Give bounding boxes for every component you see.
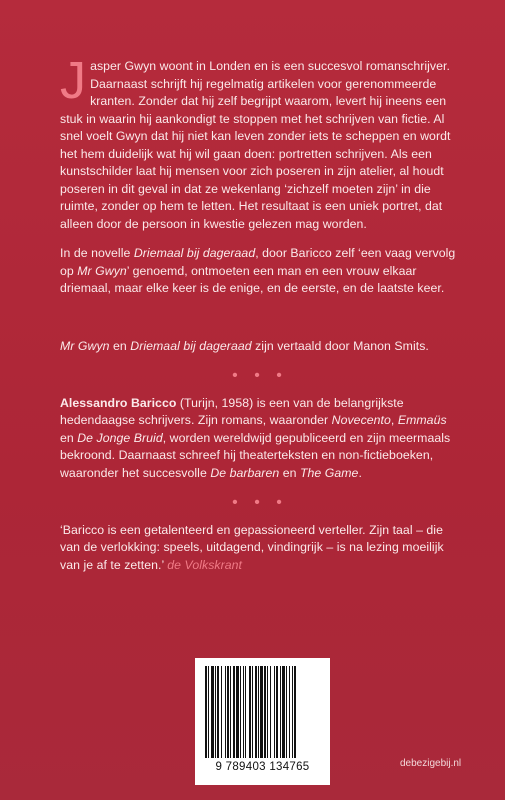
barcode-panel: [195, 658, 330, 785]
isbn-number: 9 789403 134765: [215, 761, 310, 773]
drop-cap: J: [60, 52, 87, 110]
author-bio: Alessandro Baricco (Turijn, 1958) is een van de belangrijkste hedendaagse schrijvers. Zijn romans, waaronder Novecento, Emmaüs en De Jonge Bruid, worden wereldwijd gepubliceerd en zijn meermaals bekroond. Daarnaast schreef hij theaterteksten en non-fictieboeken, waaronder het succesvolle De barbaren en The Game.: [60, 395, 451, 480]
blurb-text: [60, 52, 460, 586]
synopsis-paragraph: Jasper Gwyn woont in Londen en is een succesvol romanschrijver. Daarnaast schrijft hij regelmatig artikelen voor gerenommeerde kranten. Zonder dat hij zelf begrijpt waarom, levert hij ineens een stuk in waarin hij aankondigt te stoppen met het schrijven van fictie. Al snel voelt Gwyn dat hij niet kan leven zonder iets te scheppen en wordt het hem duidelijk wat hij wil gaan doen: portretten schrijven. Als een kunstschilder laat hij mensen voor zich poseren in zijn atelier, al houdt poseren in dit geval in dat ze wekenlang ‘zichzelf moeten zijn’ in die ruimte, zonder op hem te letten. Het resultaat is een uniek portret, dat alleen door de persoon in kwestie gelezen mag worden.: [60, 52, 451, 231]
review-quote: ‘Baricco is een getalenteerd en gepassioneerd verteller. Zijn taal – die van de verlokking: speels, uitdagend, vindingrijk – is na lezing moeilijk van je af te zetten.’ de Volkskrant: [60, 522, 444, 572]
translator-line: Mr Gwyn en Driemaal bij dageraad zijn vertaald door Manon Smits.: [60, 338, 429, 353]
divider-dots: • • •: [232, 367, 288, 384]
novella-paragraph: In de novelle Driemaal bij dageraad, door Baricco zelf ‘een vaag vervolg op Mr Gwyn’ genoemd, ontmoeten een man en een vrouw elkaar driemaal, maar elke keer is de enige, en de eerste, en de laatste keer.: [60, 246, 456, 295]
quote-source: de Volkskrant: [167, 557, 242, 572]
divider-dots: • • •: [232, 494, 288, 511]
barcode-icon: [205, 666, 320, 760]
publisher-url[interactable]: debezigebij.nl: [400, 758, 462, 769]
author-name: Alessandro Baricco: [60, 395, 177, 410]
